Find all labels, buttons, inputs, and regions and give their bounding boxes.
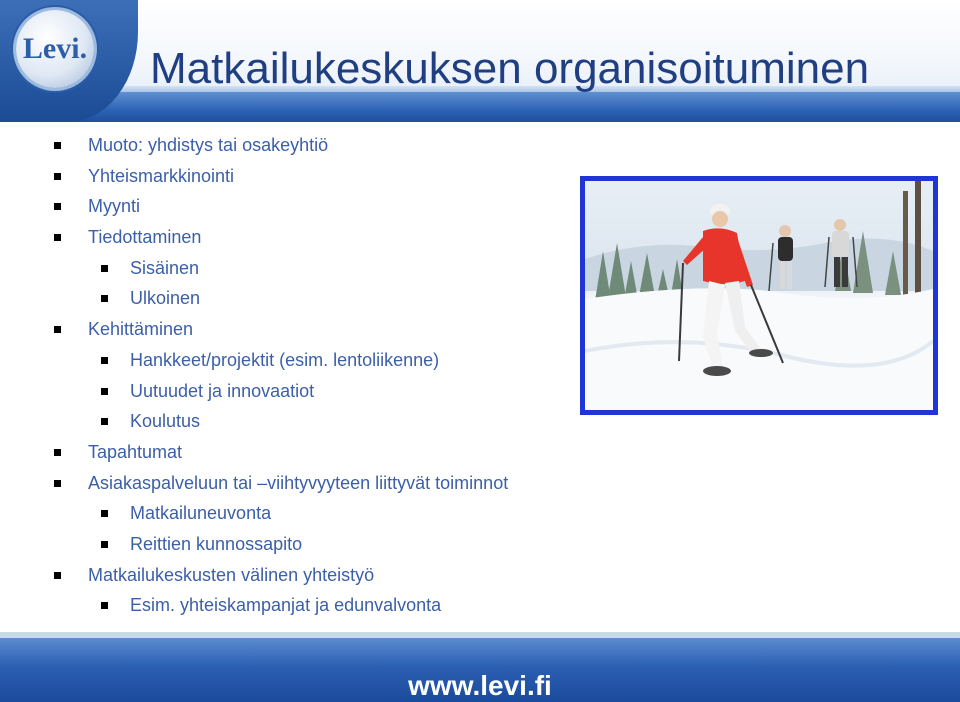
bullet-square-icon bbox=[54, 142, 61, 149]
snowshoeing-photo bbox=[580, 176, 938, 415]
bullet-square-icon bbox=[101, 388, 108, 395]
bullet-square-icon bbox=[101, 602, 108, 609]
bullet-text: Matkailukeskusten välinen yhteistyö bbox=[88, 564, 375, 585]
bullet-text: Koulutus bbox=[130, 411, 201, 432]
sub-bullet-item bbox=[0, 253, 600, 284]
sub-bullet-item bbox=[0, 283, 600, 314]
bullet-item bbox=[0, 560, 600, 591]
slide-title: Matkailukeskuksen organisoituminen bbox=[150, 44, 870, 93]
bullet-item bbox=[0, 468, 600, 499]
tree-trunk bbox=[915, 181, 921, 311]
sub-bullet-item bbox=[0, 376, 600, 407]
bullet-list bbox=[0, 130, 600, 621]
footer-url[interactable]: www.levi.fi bbox=[408, 670, 552, 701]
bullet-square-icon bbox=[101, 541, 108, 548]
bullet-text: Sisäinen bbox=[130, 257, 200, 278]
bullet-square-icon bbox=[54, 572, 61, 579]
tree-trunk bbox=[903, 191, 908, 301]
bullet-item bbox=[0, 161, 600, 192]
bullet-square-icon bbox=[101, 510, 108, 517]
bullet-text: Uutuudet ja innovaatiot bbox=[130, 380, 315, 401]
levi-logo bbox=[16, 10, 94, 88]
bullet-item bbox=[0, 314, 600, 345]
sub-bullet-item bbox=[0, 529, 600, 560]
bullet-square-icon bbox=[101, 418, 108, 425]
sub-bullet-item bbox=[0, 498, 600, 529]
bullet-square-icon bbox=[54, 326, 61, 333]
bullet-square-icon bbox=[101, 295, 108, 302]
bullet-square-icon bbox=[54, 203, 61, 210]
bullet-square-icon bbox=[54, 173, 61, 180]
logo-text: Levi. bbox=[22, 32, 88, 65]
bullet-text: Hankkeet/projektit (esim. lentoliikenne) bbox=[130, 349, 440, 370]
header-band bbox=[0, 92, 960, 122]
bullet-item bbox=[0, 437, 600, 468]
bullet-item bbox=[0, 191, 600, 222]
bullet-square-icon bbox=[101, 357, 108, 364]
bullet-item bbox=[0, 130, 600, 161]
distant-hills bbox=[585, 239, 933, 292]
bullet-text: Matkailuneuvonta bbox=[130, 503, 272, 524]
sub-bullet-item bbox=[0, 406, 600, 437]
bullet-text: Tiedottaminen bbox=[88, 227, 202, 248]
bullet-text: Ulkoinen bbox=[130, 288, 201, 309]
bullet-item bbox=[0, 222, 600, 253]
sub-bullet-item bbox=[0, 345, 600, 376]
bullet-square-icon bbox=[54, 480, 61, 487]
bullet-square-icon bbox=[54, 234, 61, 241]
sub-bullet-item bbox=[0, 590, 600, 621]
bullet-text: Tapahtumat bbox=[88, 441, 183, 462]
snowshoeing-illustration bbox=[585, 181, 933, 410]
bullet-square-icon bbox=[54, 449, 61, 456]
bullet-text: Muoto: yhdistys tai osakeyhtiö bbox=[88, 135, 329, 155]
bullet-text: Myynti bbox=[88, 196, 141, 217]
bullet-text: Yhteismarkkinointi bbox=[88, 165, 235, 186]
bullet-text: Esim. yhteiskampanjat ja edunvalvonta bbox=[130, 595, 442, 616]
header bbox=[0, 0, 960, 122]
bullet-text: Kehittäminen bbox=[88, 319, 194, 340]
bullet-square-icon bbox=[101, 265, 108, 272]
bullet-text: Asiakaspalveluun tai –viihtyvyyteen liittyvät toiminnot bbox=[88, 472, 509, 493]
bullet-text: Reittien kunnossapito bbox=[130, 533, 303, 554]
